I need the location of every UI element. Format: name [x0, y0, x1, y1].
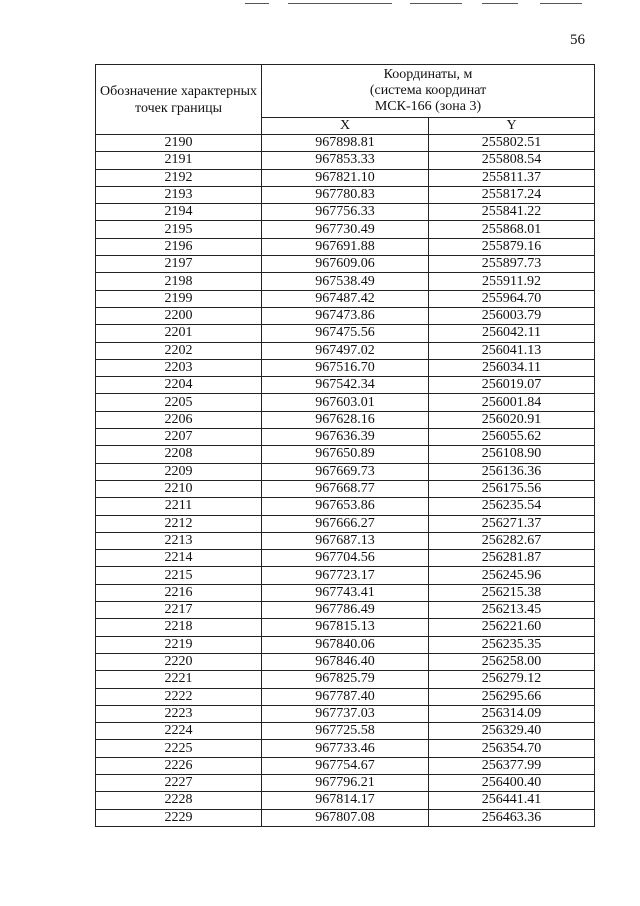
- point-id-cell: 2202: [96, 342, 262, 359]
- x-coordinate-cell: 967653.86: [262, 498, 429, 515]
- x-coordinate-cell: 967730.49: [262, 221, 429, 238]
- point-id-cell: 2195: [96, 221, 262, 238]
- x-coordinate-cell: 967780.83: [262, 186, 429, 203]
- table-row: [96, 394, 595, 411]
- y-coordinate-cell: 255808.54: [429, 152, 595, 169]
- x-coordinate-cell: 967704.56: [262, 550, 429, 567]
- x-coordinate-cell: 967487.42: [262, 290, 429, 307]
- y-coordinate-cell: 255897.73: [429, 256, 595, 273]
- x-coordinate-cell: 967668.77: [262, 480, 429, 497]
- point-id-cell: 2194: [96, 204, 262, 221]
- table-row: [96, 723, 595, 740]
- table-header-row: [96, 65, 595, 118]
- table-row: [96, 550, 595, 567]
- y-coordinate-cell: 256463.36: [429, 809, 595, 826]
- x-coordinate-cell: 967733.46: [262, 740, 429, 757]
- y-coordinate-cell: 256003.79: [429, 307, 595, 324]
- point-id-cell: 2218: [96, 619, 262, 636]
- table-row: [96, 671, 595, 688]
- point-id-cell: 2229: [96, 809, 262, 826]
- y-coordinate-cell: 256400.40: [429, 774, 595, 791]
- y-coordinate-cell: 255911.92: [429, 273, 595, 290]
- y-coordinate-cell: 256136.36: [429, 463, 595, 480]
- x-coordinate-cell: 967603.01: [262, 394, 429, 411]
- x-coordinate-cell: 967725.58: [262, 723, 429, 740]
- x-coordinate-cell: 967786.49: [262, 602, 429, 619]
- y-coordinate-cell: 255841.22: [429, 204, 595, 221]
- table-row: [96, 342, 595, 359]
- x-coordinate-cell: 967840.06: [262, 636, 429, 653]
- table-row: [96, 446, 595, 463]
- y-coordinate-cell: 256271.37: [429, 515, 595, 532]
- table-row: [96, 809, 595, 826]
- y-coordinate-cell: 256055.62: [429, 429, 595, 446]
- x-coordinate-cell: 967756.33: [262, 204, 429, 221]
- x-coordinate-cell: 967538.49: [262, 273, 429, 290]
- x-coordinate-cell: 967796.21: [262, 774, 429, 791]
- x-coordinate-cell: 967475.56: [262, 325, 429, 342]
- y-coordinate-cell: 255811.37: [429, 169, 595, 186]
- point-id-cell: 2223: [96, 705, 262, 722]
- table-row: [96, 567, 595, 584]
- table-row: [96, 135, 595, 152]
- point-id-cell: 2225: [96, 740, 262, 757]
- y-coordinate-cell: 256314.09: [429, 705, 595, 722]
- point-id-cell: 2196: [96, 238, 262, 255]
- x-coordinate-cell: 967815.13: [262, 619, 429, 636]
- x-coordinate-cell: 967743.41: [262, 584, 429, 601]
- table-row: [96, 740, 595, 757]
- table-row: [96, 463, 595, 480]
- point-id-cell: 2217: [96, 602, 262, 619]
- point-id-cell: 2197: [96, 256, 262, 273]
- point-id-cell: 2204: [96, 377, 262, 394]
- x-coordinate-cell: 967542.34: [262, 377, 429, 394]
- x-coordinate-cell: 967497.02: [262, 342, 429, 359]
- y-coordinate-cell: 256279.12: [429, 671, 595, 688]
- point-id-cell: 2211: [96, 498, 262, 515]
- header-coordinates-line: МСК-166 (зона 3): [374, 99, 482, 114]
- table-row: [96, 359, 595, 376]
- header-y: Y: [429, 118, 595, 135]
- x-coordinate-cell: 967636.39: [262, 429, 429, 446]
- table-row: [96, 688, 595, 705]
- table-row: [96, 480, 595, 497]
- point-id-cell: 2210: [96, 480, 262, 497]
- table-row: [96, 256, 595, 273]
- point-id-cell: 2198: [96, 273, 262, 290]
- x-coordinate-cell: 967666.27: [262, 515, 429, 532]
- x-coordinate-cell: 967473.86: [262, 307, 429, 324]
- point-id-cell: 2224: [96, 723, 262, 740]
- table-row: [96, 307, 595, 324]
- x-coordinate-cell: 967814.17: [262, 792, 429, 809]
- y-coordinate-cell: 256245.96: [429, 567, 595, 584]
- point-id-cell: 2201: [96, 325, 262, 342]
- table-row: [96, 238, 595, 255]
- table-row: [96, 619, 595, 636]
- point-id-cell: 2200: [96, 307, 262, 324]
- header-x: X: [262, 118, 429, 135]
- y-coordinate-cell: 256235.54: [429, 498, 595, 515]
- y-coordinate-cell: 256258.00: [429, 653, 595, 670]
- table-row: [96, 429, 595, 446]
- y-coordinate-cell: 256019.07: [429, 377, 595, 394]
- table-row: [96, 653, 595, 670]
- table-row: [96, 636, 595, 653]
- point-id-cell: 2207: [96, 429, 262, 446]
- y-coordinate-cell: 256377.99: [429, 757, 595, 774]
- point-id-cell: 2208: [96, 446, 262, 463]
- point-id-cell: 2214: [96, 550, 262, 567]
- table-row: [96, 290, 595, 307]
- point-id-cell: 2190: [96, 135, 262, 152]
- x-coordinate-cell: 967650.89: [262, 446, 429, 463]
- y-coordinate-cell: 256213.45: [429, 602, 595, 619]
- point-id-cell: 2203: [96, 359, 262, 376]
- y-coordinate-cell: 256281.87: [429, 550, 595, 567]
- table-row: [96, 705, 595, 722]
- header-coordinates: [262, 65, 595, 118]
- table-row: [96, 498, 595, 515]
- x-coordinate-cell: 967821.10: [262, 169, 429, 186]
- point-id-cell: 2199: [96, 290, 262, 307]
- x-coordinate-cell: 967825.79: [262, 671, 429, 688]
- table-row: [96, 584, 595, 601]
- y-coordinate-cell: 256175.56: [429, 480, 595, 497]
- scan-top-marks: [0, 0, 640, 8]
- x-coordinate-cell: 967787.40: [262, 688, 429, 705]
- header-point-designation: Обозначение характерных точек границы: [96, 65, 262, 135]
- y-coordinate-cell: 256221.60: [429, 619, 595, 636]
- header-coordinates-line: (система координат: [369, 83, 487, 98]
- x-coordinate-cell: 967691.88: [262, 238, 429, 255]
- x-coordinate-cell: 967628.16: [262, 411, 429, 428]
- x-coordinate-cell: 967609.06: [262, 256, 429, 273]
- table-row: [96, 169, 595, 186]
- y-coordinate-cell: 256441.41: [429, 792, 595, 809]
- x-coordinate-cell: 967807.08: [262, 809, 429, 826]
- point-id-cell: 2219: [96, 636, 262, 653]
- point-id-cell: 2222: [96, 688, 262, 705]
- table-row: [96, 532, 595, 549]
- y-coordinate-cell: 256041.13: [429, 342, 595, 359]
- table-row: [96, 515, 595, 532]
- table-row: [96, 221, 595, 238]
- table-row: [96, 186, 595, 203]
- y-coordinate-cell: 255817.24: [429, 186, 595, 203]
- point-id-cell: 2221: [96, 671, 262, 688]
- x-coordinate-cell: 967687.13: [262, 532, 429, 549]
- x-coordinate-cell: 967723.17: [262, 567, 429, 584]
- coordinates-table: [95, 64, 595, 827]
- table-row: [96, 757, 595, 774]
- table-row: [96, 411, 595, 428]
- x-coordinate-cell: 967516.70: [262, 359, 429, 376]
- y-coordinate-cell: 255964.70: [429, 290, 595, 307]
- point-id-cell: 2205: [96, 394, 262, 411]
- y-coordinate-cell: 256042.11: [429, 325, 595, 342]
- x-coordinate-cell: 967737.03: [262, 705, 429, 722]
- page-number: 56: [570, 32, 585, 48]
- y-coordinate-cell: 256215.38: [429, 584, 595, 601]
- table-row: [96, 792, 595, 809]
- point-id-cell: 2191: [96, 152, 262, 169]
- y-coordinate-cell: 256034.11: [429, 359, 595, 376]
- point-id-cell: 2209: [96, 463, 262, 480]
- point-id-cell: 2215: [96, 567, 262, 584]
- point-id-cell: 2216: [96, 584, 262, 601]
- y-coordinate-cell: 255868.01: [429, 221, 595, 238]
- point-id-cell: 2206: [96, 411, 262, 428]
- y-coordinate-cell: 256295.66: [429, 688, 595, 705]
- point-id-cell: 2213: [96, 532, 262, 549]
- y-coordinate-cell: 256235.35: [429, 636, 595, 653]
- y-coordinate-cell: 256329.40: [429, 723, 595, 740]
- point-id-cell: 2226: [96, 757, 262, 774]
- point-id-cell: 2193: [96, 186, 262, 203]
- x-coordinate-cell: 967754.67: [262, 757, 429, 774]
- y-coordinate-cell: 256354.70: [429, 740, 595, 757]
- y-coordinate-cell: 256020.91: [429, 411, 595, 428]
- table-row: [96, 204, 595, 221]
- point-id-cell: 2192: [96, 169, 262, 186]
- point-id-cell: 2220: [96, 653, 262, 670]
- table-row: [96, 377, 595, 394]
- table-row: [96, 602, 595, 619]
- y-coordinate-cell: 255879.16: [429, 238, 595, 255]
- point-id-cell: 2227: [96, 774, 262, 791]
- point-id-cell: 2212: [96, 515, 262, 532]
- x-coordinate-cell: 967669.73: [262, 463, 429, 480]
- table-row: [96, 325, 595, 342]
- point-id-cell: 2228: [96, 792, 262, 809]
- y-coordinate-cell: 256001.84: [429, 394, 595, 411]
- table-row: [96, 152, 595, 169]
- table-row: [96, 273, 595, 290]
- x-coordinate-cell: 967853.33: [262, 152, 429, 169]
- y-coordinate-cell: 255802.51: [429, 135, 595, 152]
- table-row: [96, 774, 595, 791]
- y-coordinate-cell: 256282.67: [429, 532, 595, 549]
- x-coordinate-cell: 967846.40: [262, 653, 429, 670]
- header-coordinates-line: Координаты, м: [383, 67, 473, 82]
- x-coordinate-cell: 967898.81: [262, 135, 429, 152]
- y-coordinate-cell: 256108.90: [429, 446, 595, 463]
